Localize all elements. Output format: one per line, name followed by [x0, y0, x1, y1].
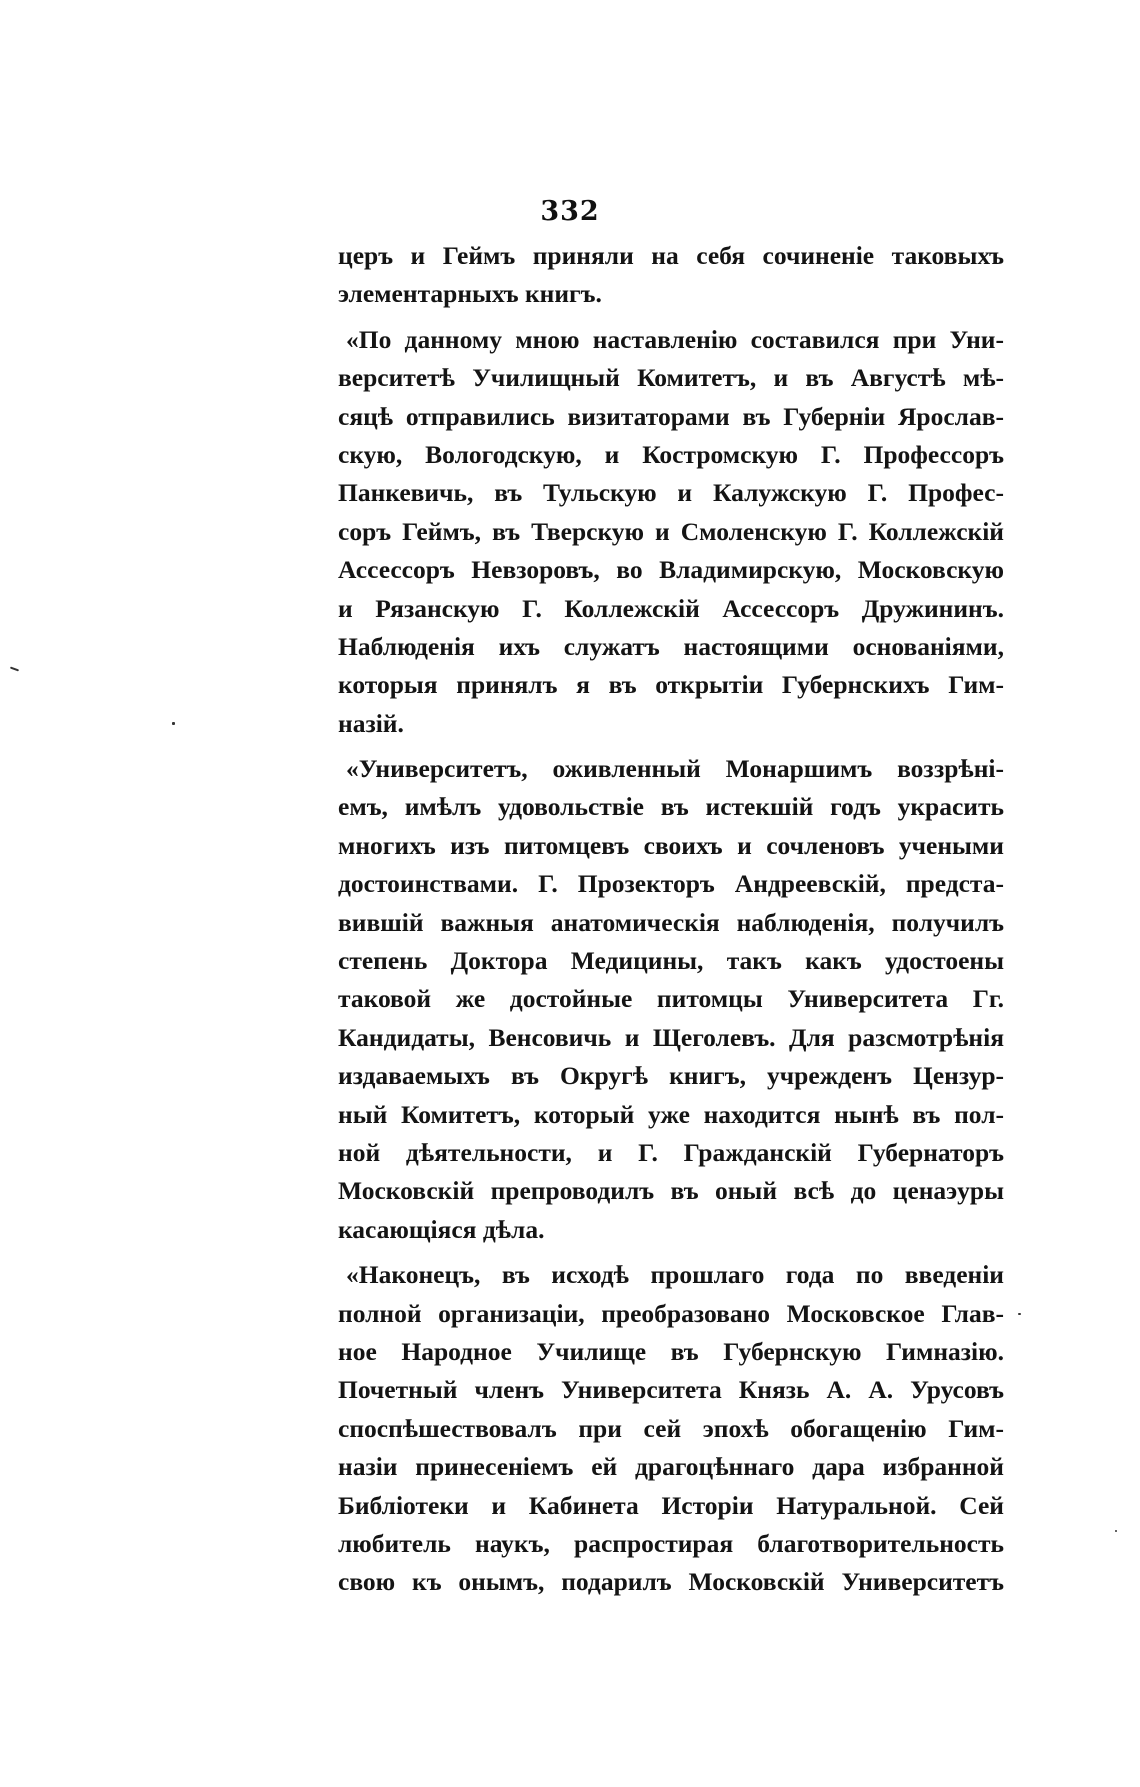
scan-speck: [1018, 1313, 1021, 1315]
text-line: свою къ онымъ, подарилъ Московскій Университетъ: [338, 1567, 1004, 1597]
text-line: степень Доктора Медицины, такъ какъ удостоены: [338, 946, 1004, 976]
text-line: касающіяся дѣла.: [338, 1214, 545, 1244]
text-line: сяцѣ отправились визитаторами въ Губерніи Ярослав-: [338, 401, 1004, 431]
text-line: назіи принесеніемъ ей драгоцѣннаго дара избранной: [338, 1452, 1004, 1482]
text-line: верситетѣ Училищный Комитетъ, и въ Августѣ мѣ-: [338, 363, 1004, 393]
scan-speck: [10, 667, 19, 672]
text-line: «Университетъ, оживленный Монаршимъ воззрѣні-: [346, 754, 1004, 784]
text-line: скую, Вологодскую, и Костромскую Г. Профессоръ: [338, 439, 1004, 469]
body-text: [338, 237, 1004, 1602]
text-line: «По данному мною наставленію составился при Уни-: [346, 324, 1004, 354]
text-line: таковой же достойные питомцы Университета Гг.: [338, 984, 1004, 1014]
text-line: споспѣшествовалъ при сей эпохѣ обогащенію Гим-: [338, 1413, 1004, 1443]
text-line: емъ, имѣлъ удовольствіе въ истекшій годъ украсить: [338, 792, 1004, 822]
text-line: любитель наукъ, распростирая благотворительность: [338, 1528, 1004, 1558]
text-line: Московскій препроводилъ въ оный всѣ до ценаэуры: [338, 1176, 1004, 1206]
paragraph-2: [338, 321, 1004, 743]
paragraph-4: [338, 1256, 1004, 1602]
text-line: издаваемыхъ въ Округѣ книгъ, учрежденъ Цензур-: [338, 1061, 1004, 1091]
text-line: многихъ изъ питомцевъ своихъ и сочленовъ учеными: [338, 830, 1004, 860]
text-line: достоинствами. Г. Прозекторъ Андреевскій, предста-: [338, 869, 1004, 899]
text-line: вившій важныя анатомическія наблюденія, получилъ: [338, 907, 1004, 937]
text-line: Ассессоръ Невзоровъ, во Владимирскую, Московскую: [338, 555, 1004, 585]
text-line: Кандидаты, Венсовичь и Щеголевъ. Для разсмотрѣнія: [338, 1022, 1004, 1052]
text-line: элементарныхъ книгъ.: [338, 279, 602, 309]
text-line: ное Народное Училище въ Губернскую Гимназію.: [338, 1336, 1004, 1366]
scan-speck: [1115, 1530, 1117, 1532]
paragraph-1: [338, 237, 1004, 314]
text-line: и Рязанскую Г. Коллежскій Ассессоръ Дружининъ.: [338, 593, 1004, 623]
text-line: ный Комитетъ, который уже находится нынѣ въ пол-: [338, 1099, 1004, 1129]
text-line: Библіотеки и Кабинета Исторіи Натуральной. Сей: [338, 1490, 1004, 1520]
text-line: полной организаціи, преобразовано Московское Глав-: [338, 1298, 1004, 1328]
text-line: Панкевичь, въ Тульскую и Калужскую Г. Профес-: [338, 478, 1004, 508]
text-line: церъ и Геймъ приняли на себя сочиненіе таковыхъ: [338, 241, 1004, 270]
page-number: 332: [540, 196, 600, 227]
text-line: соръ Геймъ, въ Тверскую и Смоленскую Г. Коллежскій: [338, 516, 1004, 546]
text-line: назій.: [338, 708, 404, 738]
text-line: Почетный членъ Университета Князь А. А. Урусовъ: [338, 1375, 1004, 1405]
text-line: Наблюденія ихъ служатъ настоящими основаніями,: [338, 631, 1004, 661]
text-line: которыя принялъ я въ открытіи Губернскихъ Гим-: [338, 670, 1004, 700]
text-line: ной дѣятельности, и Г. Гражданскій Губернаторъ: [338, 1137, 1004, 1167]
paragraph-3: [338, 750, 1004, 1249]
text-line: «Наконецъ, въ исходѣ прошлаго года по введеніи: [346, 1260, 1004, 1290]
scan-speck: [172, 722, 175, 725]
